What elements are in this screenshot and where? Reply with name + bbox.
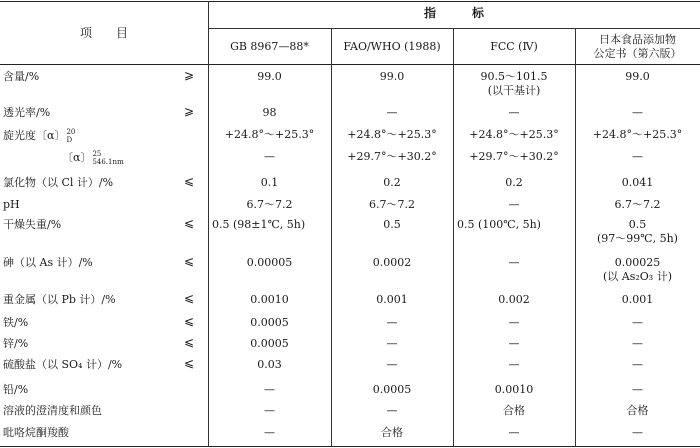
table-cell: — — [632, 106, 643, 119]
header-item: 项 目 — [79, 26, 128, 40]
row-comparator: ⩾ — [184, 68, 195, 82]
table-cell: 6.7～7.2 — [614, 198, 661, 211]
row-label — [3, 70, 39, 83]
row-label-text: 砷（以 As 计）/% — [3, 256, 93, 269]
table-cell: 0.5 (98±1℃, 5h) — [212, 218, 306, 231]
table-cell: 0.002 — [498, 293, 530, 306]
table-cell: — — [508, 198, 520, 211]
table-cell: — — [264, 150, 275, 163]
header-col-gb: GB 8967—88* — [230, 40, 309, 53]
table-cell: 0.0005 — [250, 337, 289, 350]
row-label — [3, 176, 113, 189]
row-label — [3, 128, 75, 144]
table-cell: 90.5～101.5 (以干基计) — [480, 70, 548, 97]
table-bottom-rule — [0, 446, 700, 447]
row-label-sup: 20 — [66, 128, 76, 136]
table-cell: +24.8°～+25.3° — [592, 128, 683, 141]
row-comparator: ⩽ — [184, 335, 195, 349]
row-label — [3, 358, 122, 371]
table-cell: — — [264, 426, 275, 439]
row-label-text: 铅/% — [3, 383, 29, 396]
header-col-fao: FAO/WHO (1988) — [343, 40, 441, 53]
table-cell: 99.0 — [257, 70, 282, 83]
table-cell: 0.0005 — [372, 383, 412, 396]
header-bottom-rule — [0, 64, 700, 65]
header-indicator: 指 标 — [423, 6, 484, 20]
table-cell: — — [632, 150, 643, 163]
row-label — [3, 293, 116, 306]
row-label-text: 干燥失重/% — [3, 218, 62, 231]
table-cell: 99.0 — [625, 70, 650, 83]
row-comparator: ⩾ — [184, 104, 195, 118]
row-label-text: 硫酸盐（以 SO₄ 计）/% — [3, 358, 123, 371]
table-cell: +24.8°～+25.3° — [224, 128, 315, 141]
table-cell: 0.03 — [257, 358, 282, 371]
header-col-fcc: FCC (Ⅳ) — [490, 40, 538, 53]
row-comparator: ⩽ — [184, 254, 195, 268]
row-label — [62, 150, 124, 166]
row-label-text: 含量/% — [3, 70, 40, 83]
table-top-rule — [0, 1, 700, 2]
table-cell: — — [508, 426, 520, 439]
row-comparator: ⩽ — [184, 356, 195, 370]
table-cell: 0.5 (97～99℃, 5h) — [597, 218, 678, 245]
row-label-text: 重金属（以 Pb 计）/% — [3, 293, 116, 306]
row-comparator: ⩽ — [184, 216, 195, 230]
row-label-text: 铁/% — [3, 316, 29, 329]
table-cell: 0.001 — [376, 293, 408, 306]
table-cell: — — [632, 383, 643, 396]
row-label-text: 氯化物（以 Cl 计）/% — [3, 176, 114, 189]
table-cell: 0.0002 — [372, 256, 412, 269]
table-cell: 0.2 — [383, 176, 401, 189]
table-cell: 0.0010 — [494, 383, 534, 396]
table-cell: — — [508, 358, 520, 371]
table-cell: — — [264, 383, 275, 396]
table-cell: — — [632, 426, 643, 439]
table-cell: 0.0010 — [250, 293, 289, 306]
row-comparator: ⩽ — [184, 174, 195, 188]
row-label-script — [92, 150, 123, 166]
row-label-text: 旋光度〔α〕 — [3, 129, 66, 142]
row-label — [3, 106, 50, 119]
indicator-underline — [208, 28, 700, 29]
table-cell: — — [386, 106, 398, 119]
table-cell: — — [386, 337, 398, 350]
table-cell: +29.7°～+30.2° — [347, 150, 437, 163]
row-label — [3, 256, 93, 269]
table-cell: 合格 — [626, 404, 649, 417]
row-label — [3, 426, 69, 439]
table-cell: — — [386, 316, 398, 329]
table-cell: +24.8°～+25.3° — [469, 128, 559, 141]
table-cell: 99.0 — [379, 70, 405, 83]
table-cell: 0.00025 (以 As₂O₃ 计) — [602, 256, 672, 283]
table-cell: — — [508, 106, 520, 119]
row-label-sup: 25 — [92, 150, 102, 158]
table-cell: — — [386, 404, 398, 417]
table-cell: +29.7°～+30.2° — [469, 150, 559, 163]
table-cell: — — [632, 358, 643, 371]
table-cell: 0.2 — [505, 176, 523, 189]
row-label — [3, 218, 61, 231]
row-label — [3, 383, 28, 396]
row-comparator: ⩽ — [184, 291, 195, 305]
table-cell: 0.00005 — [246, 256, 293, 269]
table-cell: — — [508, 337, 520, 350]
row-label-sub: 546.1nm — [92, 158, 124, 166]
row-label — [3, 404, 102, 417]
row-label-sub: D — [66, 136, 73, 144]
column-divider — [208, 1, 209, 446]
table-cell: — — [508, 256, 520, 269]
row-label-text: 〔α〕 — [62, 151, 92, 164]
row-label-text: 溶液的澄清度和颜色 — [3, 404, 102, 417]
table-cell: +24.8°～+25.3° — [347, 128, 437, 141]
row-label — [3, 198, 20, 211]
table-cell: — — [632, 316, 643, 329]
row-label-text: 锌/% — [3, 337, 29, 350]
table-cell: 0.5 — [383, 218, 401, 231]
row-label — [3, 316, 28, 329]
table-cell: 98 — [262, 106, 277, 119]
table-cell: 0.0005 — [250, 316, 289, 329]
table-cell: 0.001 — [621, 293, 654, 306]
header-col-japan: 日本食品添加物 公定书（第六版） — [593, 33, 682, 60]
table-cell: 0.041 — [621, 176, 654, 189]
row-comparator: ⩽ — [184, 314, 195, 328]
table-cell: 6.7～7.2 — [369, 198, 415, 211]
table-cell: 6.7～7.2 — [246, 198, 293, 211]
table-cell: 合格 — [503, 404, 525, 417]
row-label-text: 透光率/% — [3, 106, 51, 119]
table-cell: 0.5 (100℃, 5h) — [457, 218, 541, 231]
row-label-text: 吡咯烷酮羧酸 — [3, 426, 69, 439]
table-cell: 0.1 — [260, 176, 279, 189]
row-label — [3, 337, 28, 350]
row-label-text: pH — [3, 198, 20, 211]
table-cell: 合格 — [381, 426, 403, 439]
table-cell: — — [632, 337, 643, 350]
table-cell: — — [386, 358, 398, 371]
table-cell: — — [264, 404, 275, 417]
table-cell: — — [508, 316, 520, 329]
row-label-script — [66, 128, 75, 144]
